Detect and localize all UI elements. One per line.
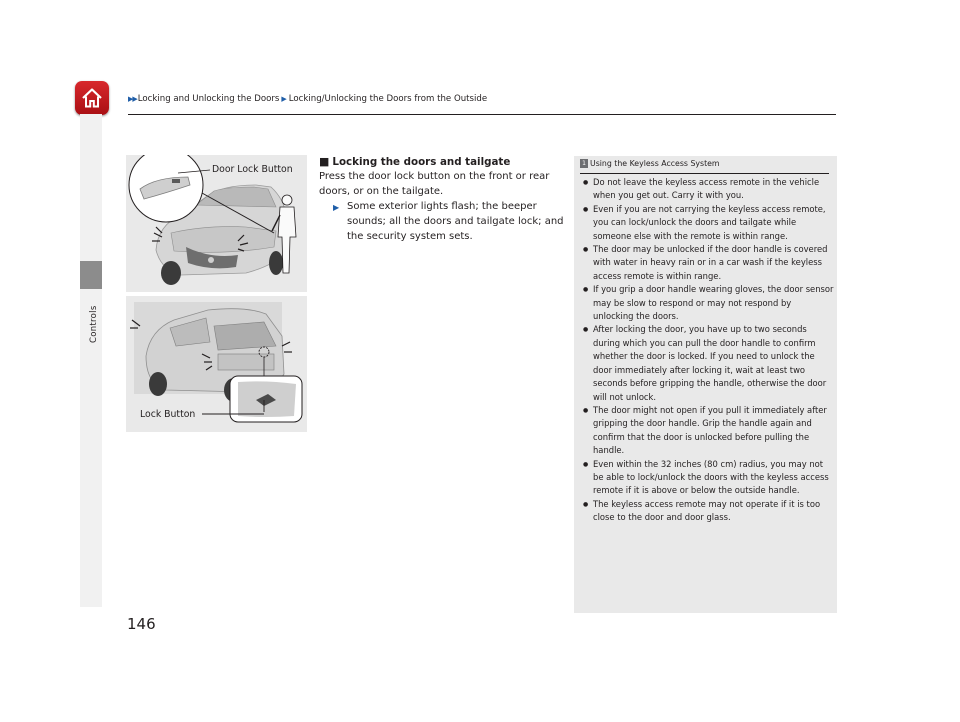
note-heading [580,159,720,168]
home-icon [80,86,104,110]
note-item: ● Even if you are not carrying the keyless access remote, you can lock/unlock the doors and tailgate while someone else with the remote is within range. [582,203,834,243]
note-title[interactable]: Using the Keyless Access System [590,159,720,168]
side-tab-strip [80,114,102,261]
breadcrumb-link-1[interactable]: Locking and Unlocking the Doors [137,94,280,104]
result-text: Some exterior lights flash; the beeper sounds; all the doors and tailgate lock; and the security system sets. [347,201,564,242]
home-button[interactable] [75,81,109,115]
breadcrumb-arrow-icon: ▶ [281,95,287,103]
breadcrumb-arrow-icon: ▶▶ [128,95,137,103]
note-item: ● If you grip a door handle wearing gloves, the door sensor may be slow to respond or may not respond by unlocking the doors. [582,283,834,323]
section-marker-icon: ■ [319,155,330,168]
main-content [319,155,567,244]
note-item: ● The door may be unlocked if the door handle is covered with water in heavy rain or in a car wash if the keyless access remote is within range. [582,243,834,283]
figure-front-door-lock [126,155,307,292]
section-title: Locking the doors and tailgate [332,156,511,168]
note-item: ● Do not leave the keyless access remote in the vehicle when you get out. Carry it with you. [582,176,834,203]
door-lock-button-label: Door Lock Button [212,164,293,175]
figure-tailgate-lock [126,296,307,432]
breadcrumb [128,94,487,104]
note-item: ● The keyless access remote may not operate if it is too close to the door and door glass. [582,498,834,525]
note-number-badge: 1 [580,159,588,168]
note-item: ● Even within the 32 inches (80 cm) radius, you may not be able to lock/unlock the doors with the keyless access remote if it is above or below the outside handle. [582,458,834,498]
lock-button-label: Lock Button [140,409,196,420]
section-side-label[interactable]: Controls [89,305,99,343]
breadcrumb-link-2[interactable]: Locking/Unlocking the Doors from the Outside [288,94,488,104]
section-heading [319,155,567,168]
header-divider [128,114,836,115]
note-list [582,176,834,525]
note-item: ● After locking the door, you have up to two seconds during which you can pull the door handle to confirm whether the door is locked. If you need to unlock the door immediately after locking it, wait at least two seconds before gripping the handle, otherwise the door will not unlock. [582,323,834,403]
note-panel [574,156,837,613]
page-number: 146 [127,615,156,633]
result-item [333,199,567,244]
note-divider [580,173,829,174]
result-arrow-icon: ▶ [333,203,340,212]
vehicle-front-illustration [126,155,307,292]
note-item: ● The door might not open if you pull it immediately after gripping the door handle. Grip the handle again and confirm that the door is unlocked before pulling the handle. [582,404,834,458]
section-body: Press the door lock button on the front or rear doors, or on the tailgate. [319,171,550,197]
